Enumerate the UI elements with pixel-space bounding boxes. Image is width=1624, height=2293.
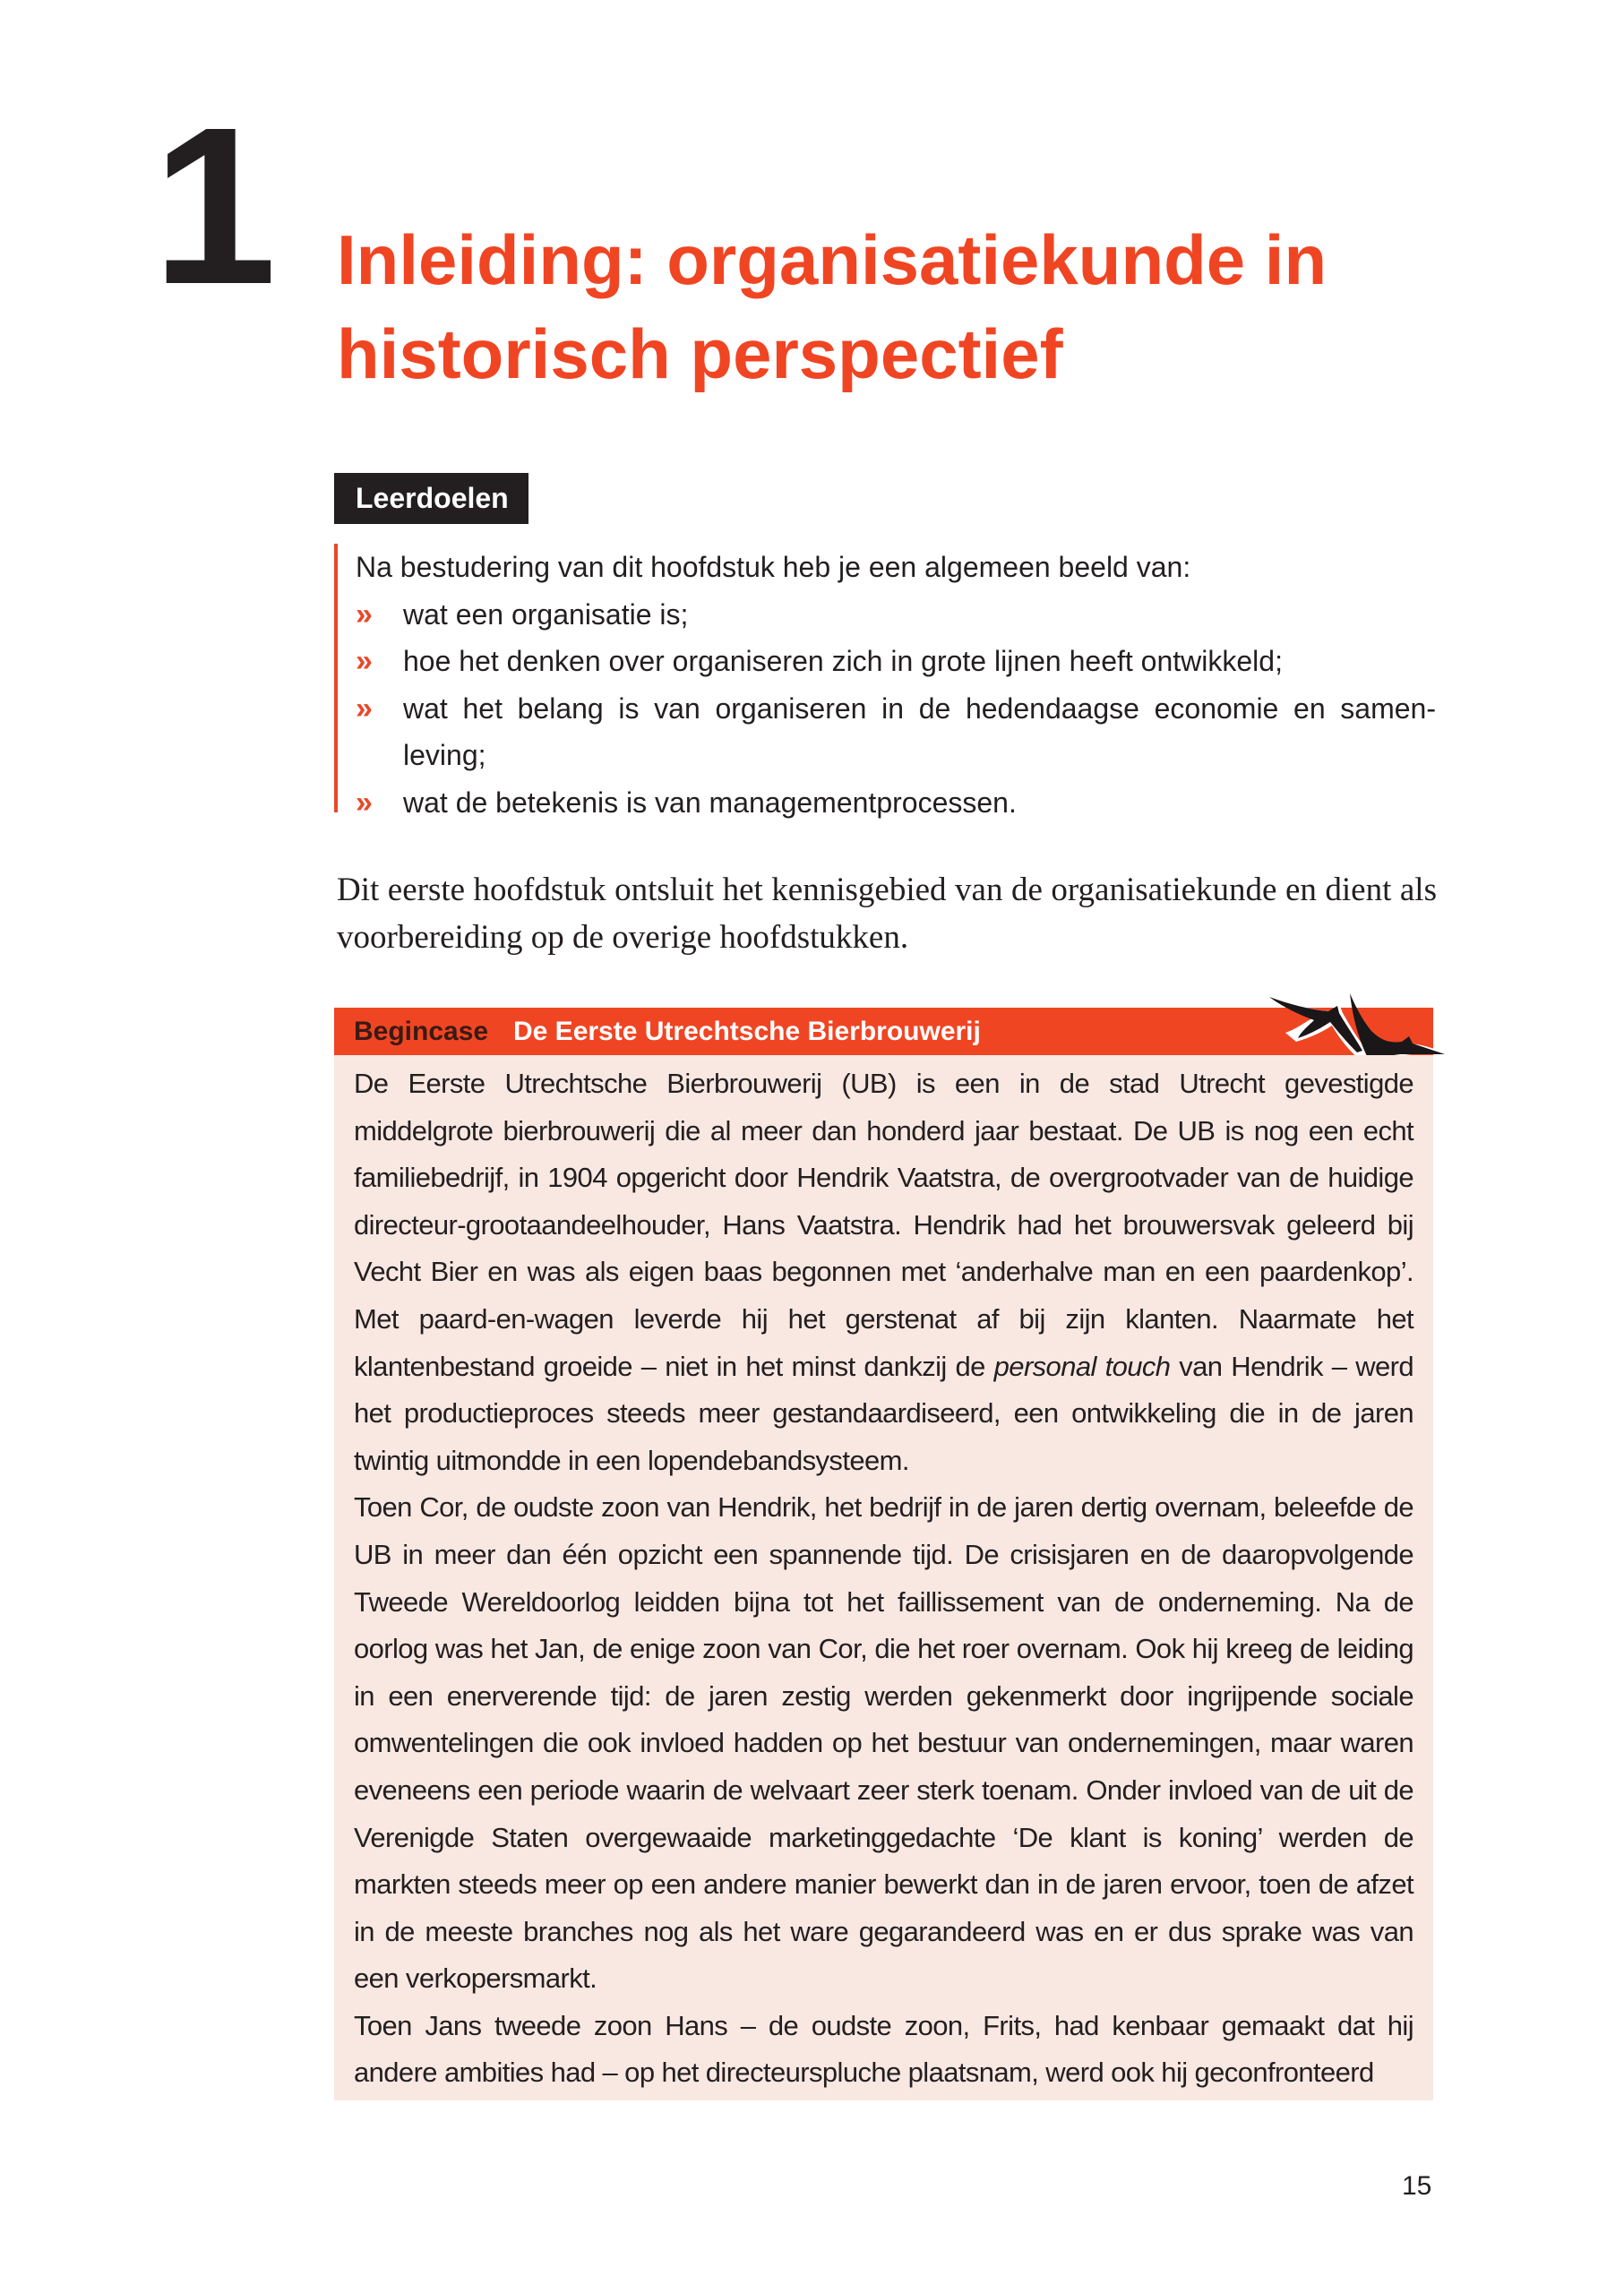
learning-goals-tag: Leerdoelen xyxy=(334,473,528,524)
learning-goal-item xyxy=(356,685,1436,779)
chapter-title-line-1: Inleiding: organisatiekunde in xyxy=(337,220,1328,299)
double-chevron-right-icon: » xyxy=(356,644,373,678)
case-paragraph xyxy=(354,1061,1413,1484)
learning-goal-item xyxy=(356,638,1436,685)
learning-goal-text: wat het belang is van organiseren in de hedendaagse economie en samen- leving; xyxy=(403,691,1436,771)
learning-goals-list xyxy=(334,544,1436,820)
case-paragraph: Toen Jans tweede zoon Hans – de oudste zoon, Frits, had kenbaar gemaakt dat hij andere ambities had – op het directeurspluche plaatsnam, werd ook hij geconfronteerd xyxy=(354,2009,1413,2089)
page-number: 15 xyxy=(1402,2171,1432,2201)
double-chevron-right-icon: » xyxy=(356,691,373,726)
double-chevron-right-icon: » xyxy=(356,597,373,631)
learning-goal-text: hoe het denken over organiseren zich in grote lijnen heeft ontwikkeld; xyxy=(403,645,1283,677)
chapter-title xyxy=(337,213,1465,401)
double-chevron-right-icon: » xyxy=(356,785,373,820)
intro-paragraph: Dit eerste hoofdstuk ontsluit het kennisgebied van de organisatiekunde en dient als voorbereiding op de overige hoofdstukken. xyxy=(337,872,1437,956)
case-paragraph: Toen Cor, de oudste zoon van Hendrik, het bedrijf in de jaren dertig overnam, beleefde de UB in meer dan één opzicht een spannende tijd. De crisisjaren en de daaropvolgende Tweede Wereldoorlog leidden bijna tot het faillissement van de onderneming. Na de oorlog was het Jan, de enige zoon van Cor, die het roer overnam. Ook hij kreeg de leiding in een enerverende tijd: de jaren zestig werden gekenmerkt door ingrijpende sociale omwentelingen die ook invloed hadden op het bestuur van ondernemingen, maar waren eveneens een periode waarin de welvaart zeer sterk toenam. Onder invloed van de uit de Verenigde Staten overgewaaide marketinggedachte ‘De klant is koning’ werden de markten steeds meer op een andere manier bewerkt dan in de jaren ervoor, toen de afzet in de meeste branches nog als het ware gegarandeerd was en er dus sprake was van een verkopersmarkt. xyxy=(354,1491,1413,1995)
chapter-title-line-2: historisch perspectief xyxy=(337,314,1063,393)
learning-goals-intro: Na bestudering van dit hoofdstuk heb je een algemeen beeld van: xyxy=(356,551,1191,583)
case-text: De Eerste Utrechtsche Bierbrouwerij (UB) is een in de stad Utrecht gevestigde middelgrote bierbrouwerij die al meer dan honderd jaar bestaat. De UB is nog een echt familiebedrijf, in 1904 opgericht door Hendrik Vaatstra, de overgrootvader van de huidige directeur-grootaandeelhouder, Hans Vaatstra. Hendrik had het brouwersvak geleerd bij Vecht Bier en was als eigen baas begonnen met ‘anderhalve man en een paardenkop’. Met paard-en-wagen leverde hij het gerstenat af bij zijn klanten. Naarmate het klantenbestand groeide – niet in het minst dankzij de xyxy=(354,1068,1413,1382)
flying-birds-icon xyxy=(1250,979,1448,1066)
chapter-number: 1 xyxy=(152,81,274,331)
learning-goal-text: wat een organisatie is; xyxy=(403,597,689,631)
case-title: De Eerste Utrechtsche Bierbrouwerij xyxy=(513,1016,981,1046)
learning-goal-item xyxy=(356,779,1436,827)
learning-goal-item xyxy=(356,591,1436,639)
case-text-italic: personal touch xyxy=(993,1350,1171,1382)
learning-goal-text: wat de betekenis is van managementprocessen. xyxy=(403,786,1017,819)
case-body xyxy=(334,1055,1433,2100)
case-text: van Hendrik – werd het productieproces steeds meer gestandaardiseerd, een ontwikkeling die in de jaren twintig uitmondde in een lopendebandsysteem. xyxy=(354,1350,1413,1476)
case-label: Begincase xyxy=(354,1016,489,1046)
